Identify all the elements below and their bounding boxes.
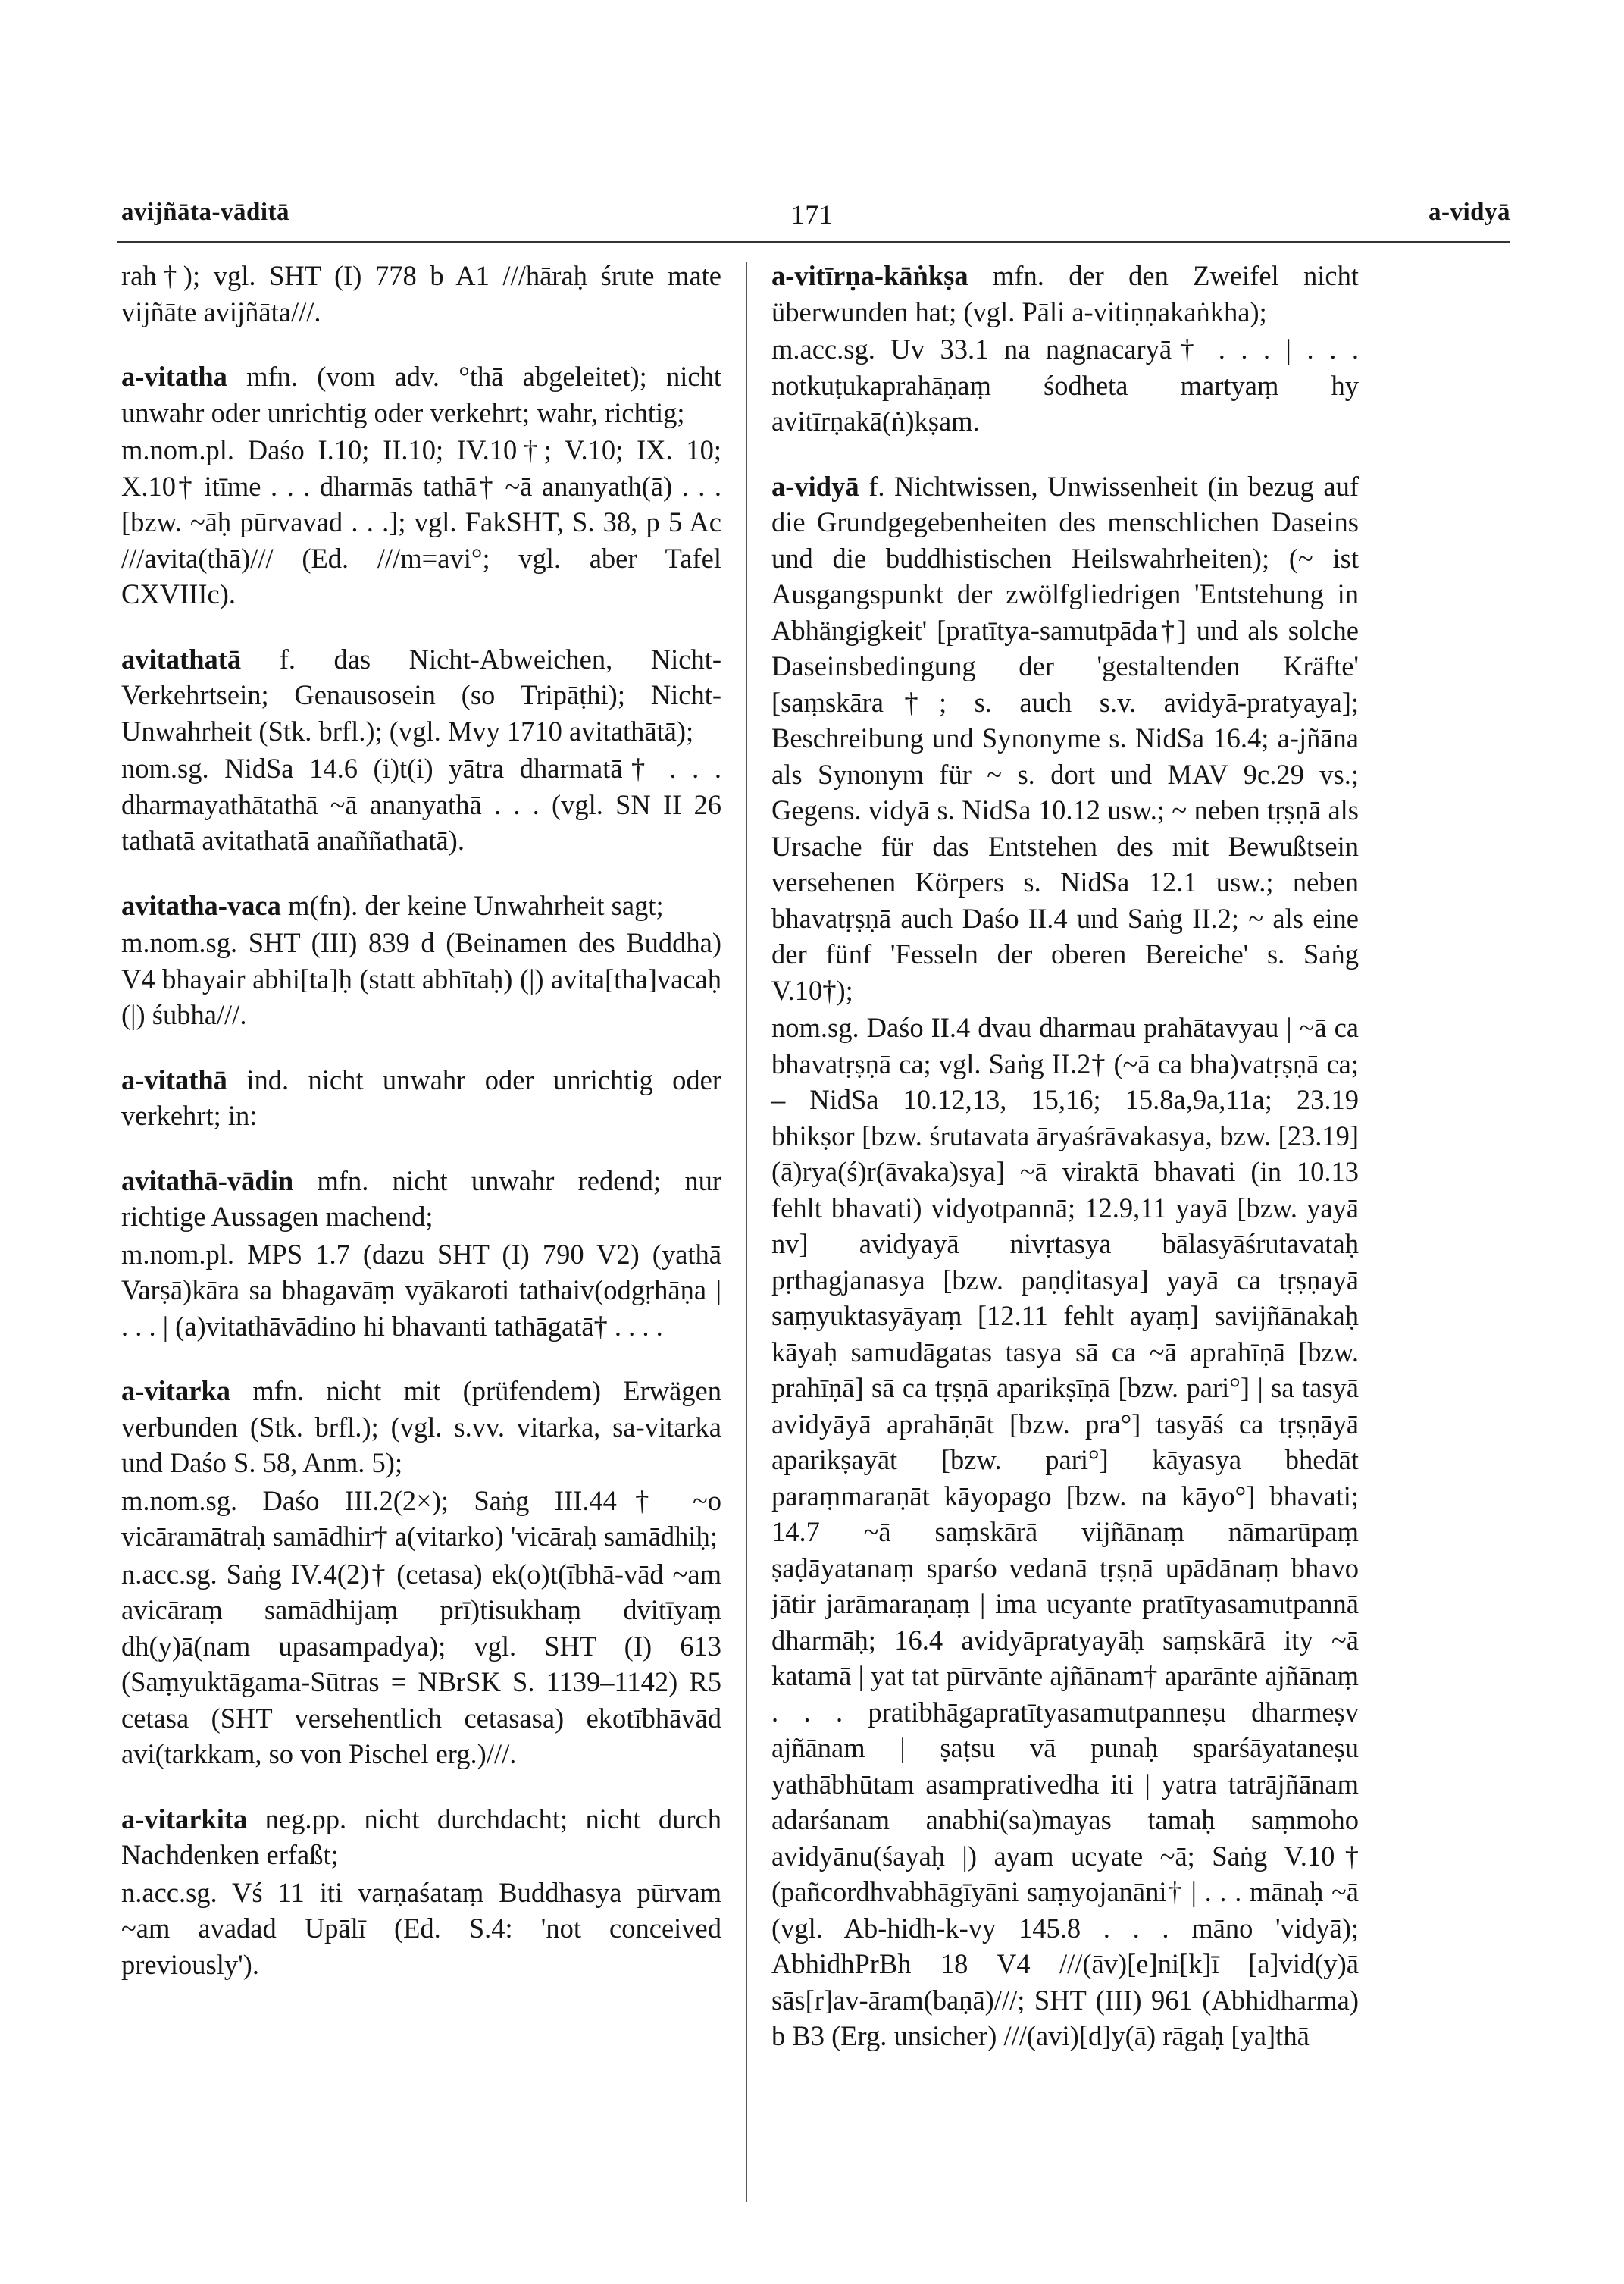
dictionary-entry (121, 1801, 721, 1983)
entry-text: n.acc.sg. Vś 11 iti varṇaśataṃ Buddhasya pūrvam ~am avadad Upālī (Ed. S.4: 'not conceived previously'). (121, 1876, 721, 1980)
entry-text: neg.pp. nicht durchdacht; nicht durch Nachdenken erfaßt; (121, 1803, 721, 1870)
page-number: 171 (790, 199, 834, 230)
entry-lemma: a-vitathā (121, 1064, 227, 1095)
entry-definition (121, 1062, 721, 1134)
entry-text: m.nom.pl. MPS 1.7 (dazu SHT (I) 790 V2) (yathā Varṣā)kāra sa bhagavāṃ vyākaroti tathaiv(odgṛhāṇa | . . . | (a)vitathāvādino hi bhavanti tathāgatā† . . . . (121, 1238, 721, 1342)
entry-text: mfn. (vom adv. °thā abgeleitet); nicht unwahr oder unrichtig oder verkehrt; wahr, richtig; (121, 361, 721, 428)
dictionary-entry (121, 1062, 721, 1134)
entry-definition (121, 1163, 721, 1235)
entry-definition (121, 888, 721, 924)
dictionary-entry (121, 1373, 721, 1772)
entry-lemma: a-vitarkita (121, 1803, 248, 1834)
entry-text: ind. nicht unwahr oder unrichtig oder verkehrt; in: (121, 1064, 722, 1131)
entry-lemma: avitathatā (121, 643, 242, 675)
entry-lemma: avitathā-vādin (121, 1164, 294, 1196)
entry-text: nom.sg. Daśo II.4 dvau dharmau prahātavyau | ~ā ca bhavatṛṣṇā ca; vgl. Saṅg II.2† (~ā ca bha)vatṛṣṇā ca; – NidSa 10.12,13, 15,16; 15.8a,9a,11a; 23.19 bhikṣor [bzw. śrutavata āryaśrāvakasya, bzw. [23.19] (ā)rya(ś)r(āvaka)sya] ~ā viraktā bhavati (in 10.13 fehlt bhavati) vidyotpannā; 12.9,11 yayā [bzw. yayā nv] avidyayā nivṛtasya bālasyāśrutavataḥ pṛthagjanasya [bzw. paṇḍitasya] yayā ca tṛṣṇayā saṃyuktasyāyaṃ [12.11 fehlt ayaṃ] savijñānakaḥ kāyaḥ samudāgatas tasya sā ca ~ā aprahīṇā [bzw. prahīṇā] sā ca tṛṣṇā aparikṣīṇā [bzw. pari°] | sa tasyā avidyāyā aprahāṇāt [bzw. pra°] tasyāś ca tṛṣṇāyā aparikṣayāt [bzw. pari°] kāyasya bhedāt paraṃmaraṇāt kāyopago [bzw. na kāyo°] bhavati; 14.7 ~ā saṃskārā vijñānaṃ nāmarūpaṃ ṣaḍāyatanaṃ sparśo vedanā tṛṣṇā upādānaṃ bhavo jātir jarāmaraṇaṃ | ima ucyante pratītyasamutpannā dharmāḥ; 16.4 avidyāpratyayāḥ saṃskārā ity ~ā katamā | yat tat pūrvānte ajñānam† aparānte ajñānaṃ . . . pratibhāgapratītyasamutpanneṣu dharmeṣv ajñānam | ṣaṭsu vā punaḥ sparśāyataneṣu yathābhūtam asamprativedha iti | yatra tatrājñānam adarśanam anabhi(sa)mayas tamaḥ saṃmoho avidyānu(śayaḥ |) ayam ucyate ~ā; Saṅg V.10† (pañcordhvabhāgīyāni saṃyojanāni† | . . . mānaḥ ~ā (vgl. Ab-hidh-k-vy 145.8 . . . māno 'vidyā); AbhidhPrBh 18 V4 ///(āv)[e]ni[k]ī [a]vid(y)ā sās[r]av-āram(baṇā)///; SHT (III) 961 (Abhidharma) b B3 (Erg. unsicher) ///(avi)[d]y(ā) rāgaḥ [ya]thā (771, 1012, 1359, 2051)
entry-lemma: a-vidyā (771, 470, 859, 502)
entry-text: f. Nichtwissen, Unwissenheit (in bezug auf die Grundgegebenheiten des menschlichen Daseins und die buddhistischen Heilswahrheiten); (~ ist Ausgangspunkt der zwölfgliedrigen 'Entstehung in Abhängigkeit' [pratītya-samutpāda†] und als solche Daseinsbedingung der 'gestaltenden Kräfte' [saṃskāra†; s. auch s.v. avidyā-pratyaya]; Beschreibung und Synonyme s. NidSa 16.4; a-jñāna als Synonym für ~ s. dort und MAV 9c.29 vs.; Gegens. vidyā s. NidSa 10.12 usw.; ~ neben tṛṣṇā als Ursache für das Entstehen des mit Bewußtsein versehenen Körpers s. NidSa 12.1 usw.; neben bhavatṛṣṇā auch Daśo II.4 und Saṅg II.2; ~ als eine der fünf 'Fesseln der oberen Bereiche' s. Saṅg V.10†); (771, 470, 1360, 1006)
entry-citation (121, 1483, 721, 1555)
entry-lemma: a-vitarka (121, 1375, 230, 1406)
entry-citation (771, 1010, 1359, 2054)
entry-text: mfn. nicht mit (prüfendem) Erwägen verbunden (Stk. brfl.); (vgl. s.vv. vitarka, sa-vitarka und Daśo S. 58, Anm. 5); (121, 1375, 722, 1478)
running-head-right: a-vidyā (1428, 199, 1510, 226)
entry-definition (121, 1373, 721, 1481)
entry-text: rah†); vgl. SHT (I) 778 b A1 ///hāraḥ śrute mate vijñāte avijñāta///. (121, 260, 721, 327)
dictionary-entry (121, 359, 721, 613)
dictionary-entry (121, 888, 721, 1033)
entry-lemma: a-vitīrṇa-kāṅkṣa (771, 260, 968, 291)
dictionary-entry (121, 641, 721, 859)
dictionary-entry (121, 1163, 721, 1345)
entry-citation (771, 331, 1359, 440)
entry-lemma: avitatha-vaca (121, 889, 281, 921)
entry-citation (121, 1236, 721, 1345)
left-column (121, 258, 721, 2011)
entry-citation (121, 1875, 721, 1983)
entry-text: f. das Nicht-Abweichen, Nicht-Verkehrtsein; Genausosein (so Tripāṭhi); Nicht-Unwahrheit (Stk. brfl.); (vgl. Mvy 1710 avitathātā); (121, 643, 722, 747)
entry-citation (121, 1556, 721, 1772)
entry-definition (121, 1801, 721, 1873)
running-head-left: avijñāta-vāditā (121, 199, 289, 226)
column-divider (746, 262, 747, 2202)
entry-text: m.nom.pl. Daśo I.10; II.10; IV.10†; V.10; IX. 10; X.10† itīme . . . dharmās tathā† ~ā ananyath(ā) . . . [bzw. ~āḥ pūrvavad . . .]; vgl. FakSHT, S. 38, p 5 Ac ///avita(thā)/// (Ed. ///m=avi°; vgl. aber Tafel CXVIIIc). (121, 434, 721, 609)
entry-text: mfn. nicht unwahr redend; nur richtige Aussagen machend; (121, 1164, 722, 1232)
entry-text: mfn. der den Zweifel nicht überwunden hat; (vgl. Pāli a-vitiṇṇakaṅkha); (771, 260, 1360, 327)
entry-citation (121, 750, 721, 859)
right-column (771, 258, 1359, 2083)
entry-text: n.acc.sg. Saṅg IV.4(2)† (cetasa) ek(o)t(ībhā-vād ~am avicāraṃ samādhijaṃ prī)tisukhaṃ dvitīyaṃ dh(y)ā(nam upasampadya); vgl. SHT (I) 613 (Saṃyuktāgama-Sūtras = NBrSK S. 1139–1142) R5 cetasa (SHT versehentlich cetasasa) ekotībhāvād avi(tarkkam, so von Pischel erg.)///. (121, 1558, 721, 1769)
entry-definition (771, 468, 1359, 1009)
dictionary-entry (771, 468, 1359, 2054)
entry-text: m(fn). der keine Unwahrheit sagt; (287, 889, 664, 921)
entry-text: nom.sg. NidSa 14.6 (i)t(i) yātra dharmatā† . . . dharmayathātathā ~ā ananyathā . . . (vgl. SN II 26 tathatā avitathatā anaññathatā). (121, 753, 721, 856)
entry-text: m.acc.sg. Uv 33.1 na nagnacaryā† . . . | . . . notkuṭukaprahāṇaṃ śodheta martyaṃ hy avitīrṇakā(ṅ)kṣam. (771, 334, 1359, 437)
entry-citation (121, 925, 721, 1033)
entry-text: m.nom.sg. SHT (III) 839 d (Beinamen des Buddha) V4 bhayair abhi[ta]ḥ (statt abhītaḥ) (|) avita[tha]vacaḥ (|) śubha///. (121, 927, 721, 1030)
header-rule (117, 241, 1510, 243)
dictionary-entry (771, 258, 1359, 440)
entry-definition (771, 258, 1359, 330)
entry-text: m.nom.sg. Daśo III.2(2×); Saṅg III.44† ~o vicāramātraḥ samādhir† a(vitarko) 'vicāraḥ samādhiḥ; (121, 1484, 721, 1552)
entry-definition (121, 359, 721, 431)
entry-lemma: a-vitatha (121, 361, 227, 392)
entry-citation (121, 432, 721, 613)
dictionary-entry (121, 258, 721, 330)
entry-definition (121, 641, 721, 750)
entry-definition (121, 258, 721, 330)
